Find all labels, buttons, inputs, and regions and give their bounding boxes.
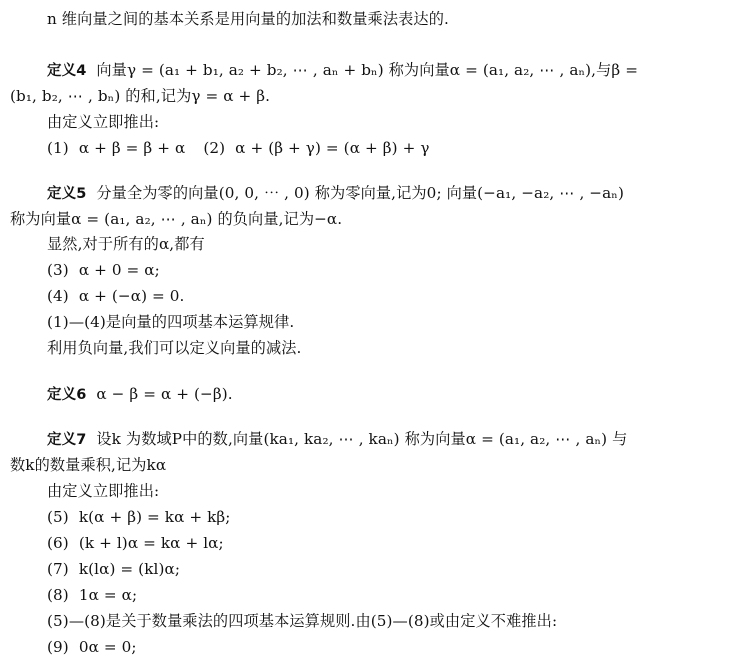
definition-6-text: α − β = α + (−β). [96, 385, 233, 403]
prop-7-number: (7) [47, 560, 69, 578]
prop-1-number: (1) [47, 139, 69, 157]
prop-5-formula: k(α + β) = kα + kβ; [78, 508, 231, 526]
definition-5-label: 定义5 [47, 186, 87, 202]
definition-7-line2: 数k的数量乘积,记为kα [10, 456, 167, 474]
prop-6-formula: (k + l)α = kα + lα; [78, 534, 224, 552]
rules-5-8-line: (5)—(8)是关于数量乘法的四项基本运算规则.由(5)—(8)或由定义不难推出: [47, 612, 558, 630]
rules-1-4-line: (1)—(4)是向量的四项基本运算规律. [47, 313, 295, 331]
definition-7-line1 [47, 429, 627, 450]
subtraction-intro-line: 利用负向量,我们可以定义向量的减法. [47, 339, 302, 357]
prop-6-number: (6) [47, 534, 69, 552]
definition-4-line2: (b₁, b₂, ⋯ , bₙ) 的和,记为γ = α + β. [10, 87, 271, 105]
properties-1-2 [47, 138, 430, 158]
definition-5-text-a: 分量全为零的向量(0, 0, ⋯ , 0) 称为零向量,记为0; 向量(−a₁, −a₂, ⋯ , −aₙ) [96, 184, 624, 202]
property-5 [47, 507, 231, 527]
property-3 [47, 260, 160, 280]
intro-line: n 维向量之间的基本关系是用向量的加法和数量乘法表达的. [47, 10, 449, 28]
definition-7-text-a: 设k 为数域P中的数,向量(ka₁, ka₂, ⋯ , kaₙ) 称为向量α = (a₁, a₂, ⋯ , aₙ) 与 [96, 430, 628, 448]
definition-7-label: 定义7 [47, 432, 87, 448]
definition-4-label: 定义4 [47, 63, 87, 79]
prop-2-number: (2) [203, 139, 226, 157]
property-7 [47, 559, 180, 579]
definition-6-line [47, 384, 233, 405]
definition-6-label: 定义6 [47, 387, 87, 403]
property-9 [47, 637, 137, 657]
prop-8-number: (8) [47, 586, 69, 604]
definition-5-line2: 称为向量α = (a₁, a₂, ⋯ , aₙ) 的负向量,记为−α. [10, 210, 343, 228]
prop-4-number: (4) [47, 287, 69, 305]
prop-9-formula: 0α = 0; [78, 638, 137, 656]
property-6 [47, 533, 224, 553]
prop-3-number: (3) [47, 261, 69, 279]
prop-7-formula: k(lα) = (kl)α; [78, 560, 181, 578]
property-4 [47, 286, 184, 306]
obvious-line: 显然,对于所有的α,都有 [47, 235, 205, 253]
prop-1-formula: α + β = β + α [78, 139, 186, 157]
prop-9-number: (9) [47, 638, 69, 656]
definition-4-text-a: 向量γ = (a₁ + b₁, a₂ + b₂, ⋯ , aₙ + bₙ) 称为向量α = (a₁, a₂, ⋯ , aₙ),与β = [96, 61, 639, 79]
prop-8-formula: 1α = α; [78, 586, 138, 604]
prop-2-formula: α + (β + γ) = (α + β) + γ [235, 139, 430, 157]
prop-5-number: (5) [47, 508, 69, 526]
definition-5-line1 [47, 183, 624, 204]
definition-4-line1 [47, 60, 638, 81]
derive-heading-1: 由定义立即推出: [47, 113, 160, 131]
derive-heading-2: 由定义立即推出: [47, 482, 160, 500]
prop-3-formula: α + 0 = α; [78, 261, 160, 279]
prop-4-formula: α + (−α) = 0. [78, 287, 185, 305]
property-8 [47, 585, 137, 605]
